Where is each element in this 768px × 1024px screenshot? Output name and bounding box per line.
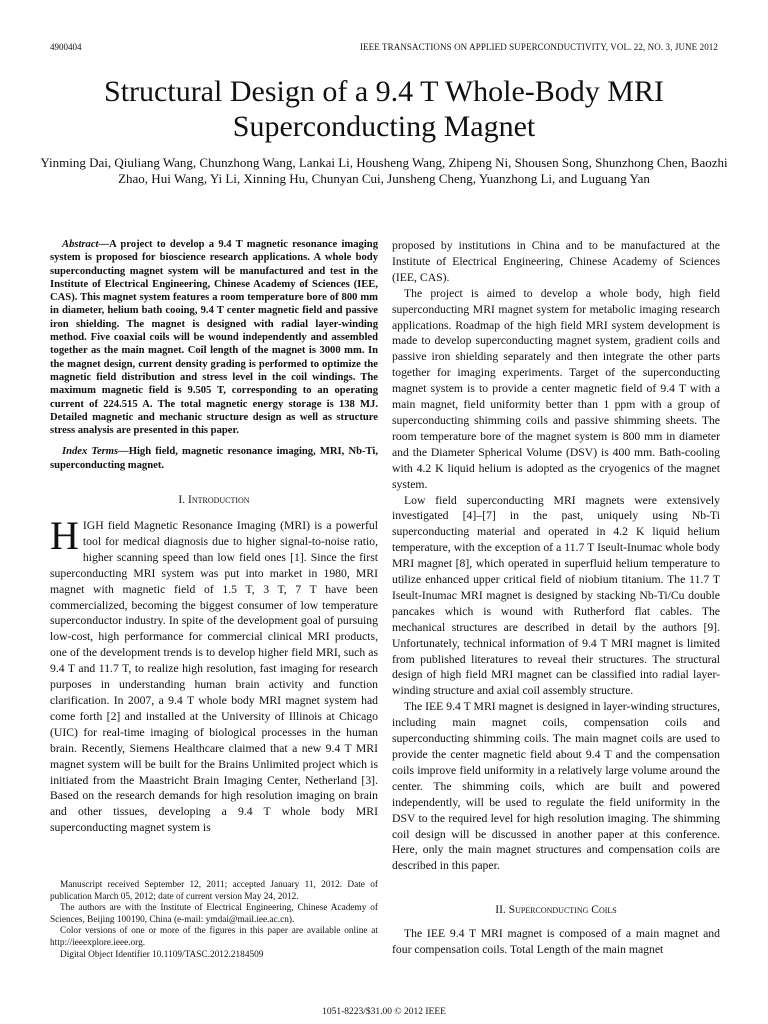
intro-paragraph-3: Low field superconducting MRI magnets were extensively investigated [4]–[7] in the past, uniquely using Nb-Ti superconducting material and operated in 4.2 K liquid helium temperature, with the exception of a 11.7 T Iseult-Inumac whole body MRI magnet [8], which operated in superfluid helium temperature to utilize enhanced upper critical field of niobium titanium. The 11.7 T Iseult-Inumac MRI magnet is designed by stacking Nb-Ti/Cu double pancakes which is wound with Rutherford flat cables. The mechanical structures are described in detail by the authors [9]. Unfortunately, technical information of 9.4 T MRI magnet is limited from published literatures to reveal their structures. The structural design of high field MRI magnet can be classified into radial layer-winding structure and axial coil assembly structure.	[392, 493, 720, 698]
index-terms	[50, 445, 378, 472]
section-heading-introduction: I. Introduction	[178, 494, 250, 507]
footnote-color: Color versions of one or more of the figures in this paper are available online at http://ieeexplore.ieee.org.	[50, 926, 378, 948]
footnote-doi: Digital Object Identifier 10.1109/TASC.2012.2184509	[60, 949, 264, 960]
abstract-text: A project to develop a 9.4 T magnetic resonance imaging system is proposed for bioscience research applications. A whole body superconducting magnet system will be manufactured and test in the Institute of Electrical Engineering, Chinese Academy of Sciences (IEE, CAS). This magnet system features a room temperature bore of 800 mm in diameter, helium bath cooing, 9.4 T center magnetic field and passive iron shielding. The magnet is designed with radial layer-winding method. Five coaxial coils will be wound independently and assembled together as the main magnet. Coil length of the magnet is 3000 mm. In the magnet design, current density grading is performed to optimize the magnetic field distribution and stress level in the coil windings. The maximum magnetic field is 9.505 T, corresponding to an operating current of 224.515 A. The total magnetic energy storage is 138 MJ. Detailed magnetic and mechanic structure design as well as structure stress analysis are presented in this paper.	[50, 239, 378, 437]
left-column	[50, 238, 378, 836]
footnote-received: Manuscript received September 12, 2011; accepted January 11, 2012. Date of publication March 05, 2012; date of current version May 24, 2012.	[50, 880, 378, 902]
footnote-affiliation: The authors are with the Institute of Electrical Engineering, Chinese Academy of Sciences, Beijing 100190, China (e-mail: ymdai@mail.iee.ac.cn).	[50, 903, 378, 925]
page-number: 4900404	[50, 42, 82, 52]
copyright-footer: 1051-8223/$31.00 © 2012 IEEE	[322, 1007, 446, 1017]
intro-paragraph-1: HIGH field Magnetic Resonance Imaging (MRI) is a powerful tool for medical diagnosis due to higher signal-to-noise ratio, higher scanning speed than low field ones [1]. Since the first superconducting MRI system was put into market in 1980, MRI magnet with magnetic field of 1.5 T, 3 T, 7 T have been commercialized, becoming the biggest consumer of low temperature superconductor industry. In spite of the development goal of pursuing low-cost, high performance for commercial clinical MRI products, one of the development trends is to develop higher field MRI, such as 9.4 T and 11.7 T, to realize high resolution, fast imaging for research purposes in understanding human brain activity and function clarification. In 2007, a 9.4 T whole body MRI magnet system had come forth [2] and installed at the University of Illinois at Chicago (UIC) for real-time imaging of biological processes in the human brain. Recently, Siemens Healthcare claimed that a new 9.4 T MRI magnet system will be built for the Brains Unlimited project which is initiated from the Maastricht Brain Imaging Center, Netherland [3]. Based on the research demands for high resolution imaging on brain and other tissues, developing a 9.4 T whole body MRI superconducting magnet system is	[50, 513, 378, 835]
coils-paragraph-1: The IEE 9.4 T MRI magnet is composed of a main magnet and four compensation coils. Total Length of the main magnet	[392, 927, 720, 957]
abstract-label: Abstract—	[62, 239, 110, 250]
section-heading-superconducting-coils: II. Superconducting Coils	[495, 904, 617, 917]
paper-title: Structural Design of a 9.4 T Whole-Body MRI Superconducting Magnet	[104, 75, 664, 143]
right-column	[392, 238, 720, 958]
intro-paragraph-4: The IEE 9.4 T MRI magnet is designed in layer-winding structures, including main magnet coils, compensation coils and superconducting shimming coils. The main magnet coils are used to provide the center magnetic field about 9.4 T and the compensation coils improve field uniformity in a relatively large volume around the center. The shimming coils, which are built and powered independently, will be used to regulate the field uniformity in the DSV to the required level for high resolution imaging. The shimming coil design will be discussed in another paper at this conference. Here, only the main magnet structures and compensation coils are described in this paper.	[392, 700, 720, 873]
drop-cap: H	[50, 513, 79, 559]
journal-header: IEEE TRANSACTIONS ON APPLIED SUPERCONDUCTIVITY, VOL. 22, NO. 3, JUNE 2012	[359, 42, 718, 52]
intro-paragraph-1-continued: proposed by institutions in China and to be manufactured at the Institute of Electrical Engineering, Chinese Academy of Sciences (IEE, CAS).	[392, 239, 720, 284]
footnotes	[50, 880, 378, 961]
author-list: Yinming Dai, Qiuliang Wang, Chunzhong Wang, Lankai Li, Housheng Wang, Zhipeng Ni, Shousen Song, Shunzhong Chen, Baozhi Zhao, Hui Wang, Yi Li, Xinning Hu, Chunyan Cui, Junsheng Cheng, Yuanzhong Li, and Luguang Yan	[40, 155, 728, 186]
index-terms-label: Index Terms—	[62, 446, 129, 458]
abstract	[50, 238, 378, 437]
index-terms-text: High field, magnetic resonance imaging, MRI, Nb-Ti, superconducting magnet.	[50, 446, 378, 471]
intro-paragraph-2: The project is aimed to develop a whole body, high field superconducting MRI magnet system for metabolic imaging research applications. Roadmap of the high field MRI system development is made to develop superconducting magnet system, gradient coils and passive iron shielding separately and then integrate the other parts together for imaging experiments. Target of the superconducting magnet system is to provide a center magnetic field of 9.4 T with a main magnet, field uniformity better than 1 ppm with a group of superconducting shimming coils and passive shimming sheets. The room temperature bore of the magnet system is 800 mm in diameter and the Diameter Spherical Volume (DSV) is 400 mm. Bath-cooling with 4.2 K liquid helium is adopted as the cryogenics of the magnet system.	[392, 286, 720, 491]
